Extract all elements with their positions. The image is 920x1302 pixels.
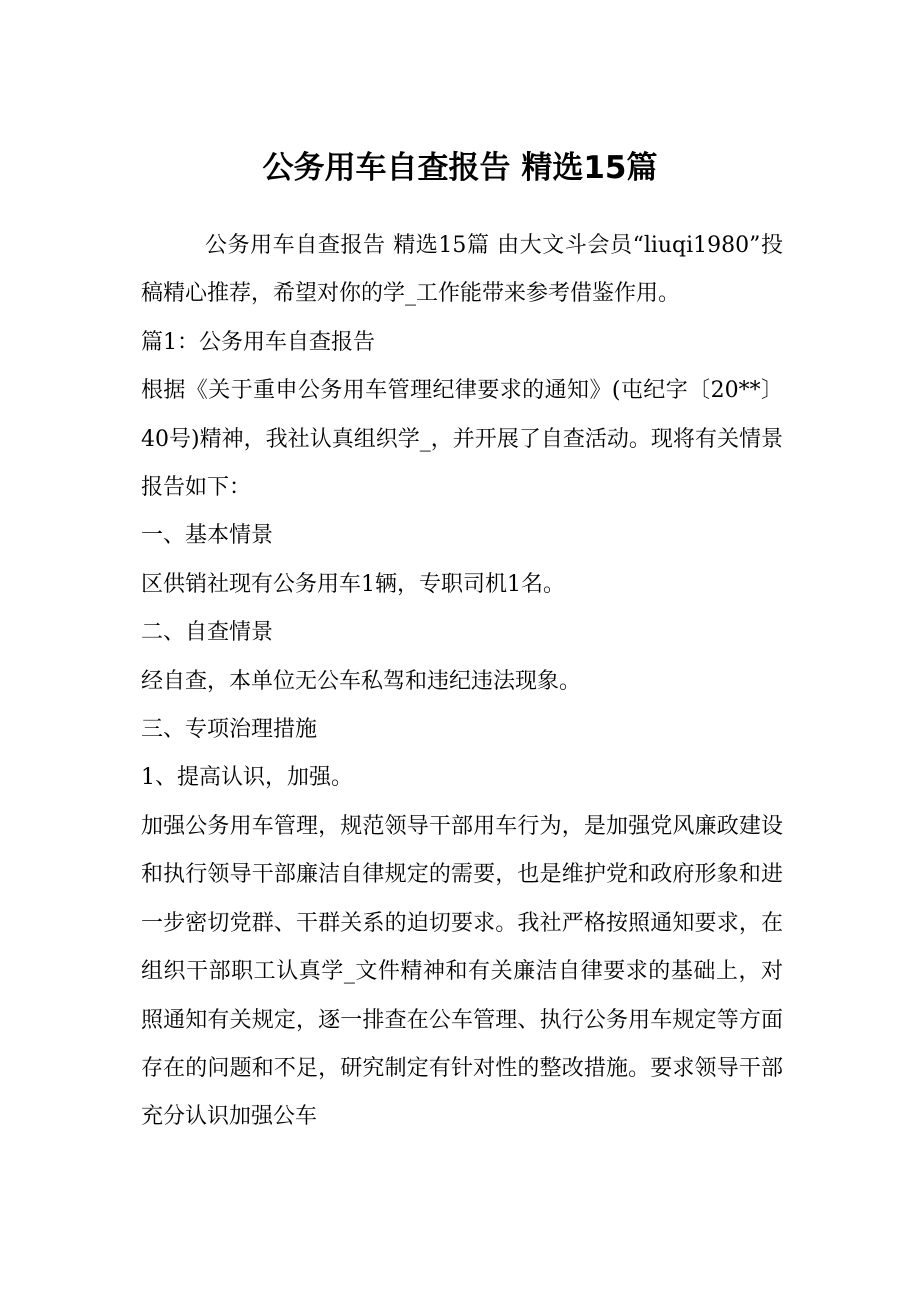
basic-paragraph: 区供销社现有公务用车1辆，专职司机1名。 [141,571,565,597]
intro-paragraph: 公务用车自查报告 精选15篇 由大文斗会员“liuqi1980”投稿精心推荐，希望对你的学_工作能带来参考借鉴作用。 [141,233,783,307]
measures-paragraph: 加强公务用车管理，规范领导干部用车行为，是加强党风廉政建设和执行领导干部廉洁自律规定的需要，也是维护党和政府形象和进一步密切党群、干群关系的迫切要求。我社严格按照通知要求，在组织干部职工认真学_文件精神和有关廉洁自律要求的基础上，对照通知有关规定，逐一排查在公车管理、执行公务用车规定等方面存在的问题和不足，研究制定有针对性的整改措施。要求领导干部充分认识加强公车 [141,813,783,1130]
basis-paragraph: 根据《关于重申公务用车管理纪律要求的通知》(屯纪字〔20**〕40号)精神，我社认真组织学_，并开展了自查活动。现将有关情景报告如下： [141,378,783,501]
section-heading-part1: 篇1：公务用车自查报告 [141,329,375,355]
selfcheck-paragraph: 经自查，本单位无公车私驾和违纪违法现象。 [141,668,582,694]
section-heading-measures: 三、专项治理措施 [141,717,318,743]
section-heading-selfcheck: 二、自查情景 [141,620,274,646]
subheading-awareness: 1、提高认识，加强。 [141,765,353,791]
section-heading-basic: 一、基本情景 [141,523,274,549]
document-body [141,222,783,1142]
document-title: 公务用车自查报告 精选15篇 [262,150,658,186]
